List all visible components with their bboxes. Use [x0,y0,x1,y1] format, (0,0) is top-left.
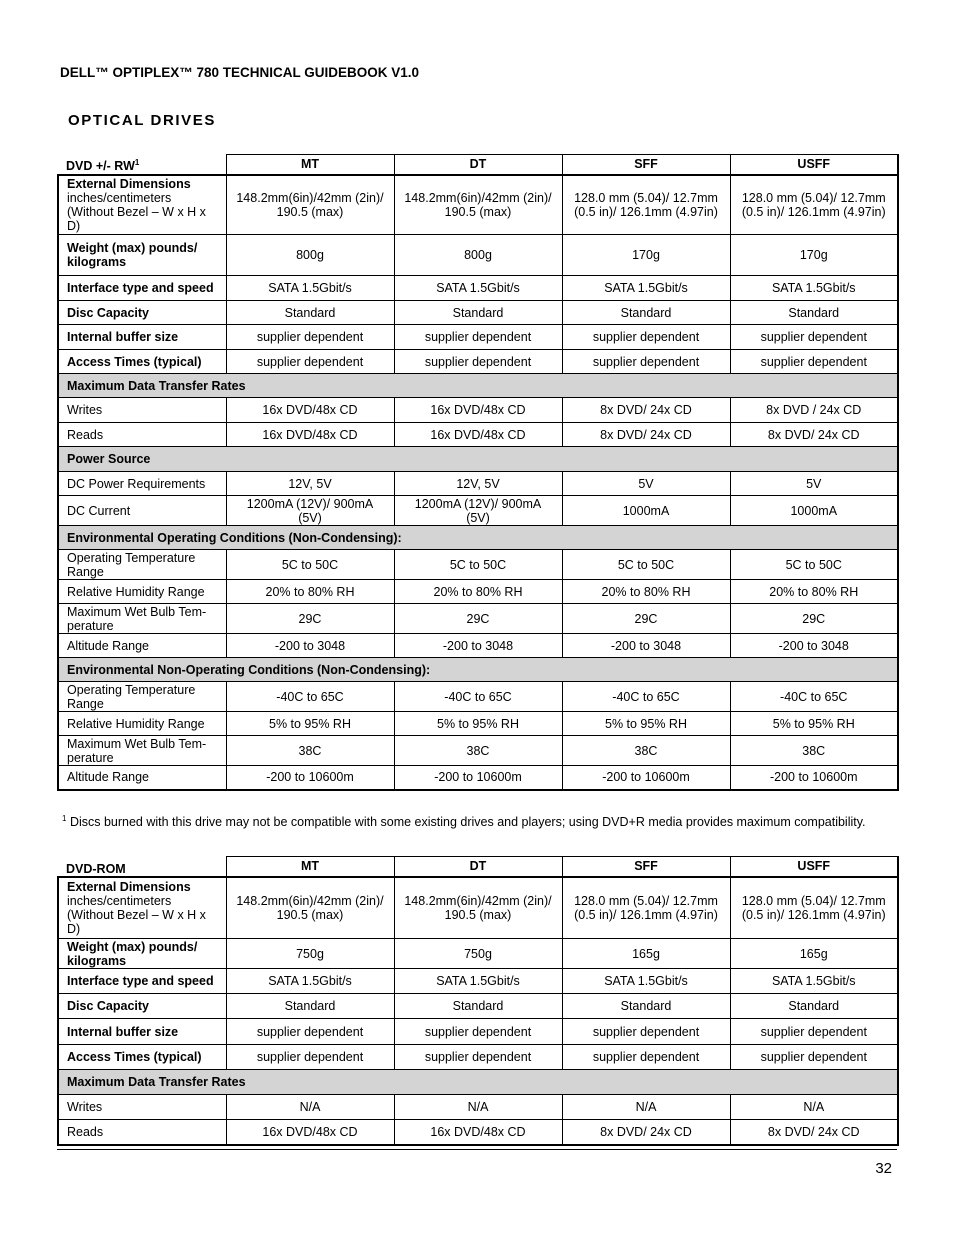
cell-dt: 1200mA (12V)/ 900mA (5V) [394,496,562,526]
section-heading: Power Source [58,447,898,472]
footer-divider [57,1149,897,1150]
cell-sff: 5C to 50C [562,550,730,580]
row-label-title: External Dimensions [67,879,191,894]
cell-usff: 128.0 mm (5.04)/ 12.7mm (0.5 in)/ 126.1mm (4.97in) [730,877,898,939]
cell-sff: 8x DVD/ 24x CD [562,1120,730,1145]
table-row [58,580,898,604]
row-label-sub: inches/centimeters (Without Bezel – W x H x D) [67,190,206,233]
cell-sff: 170g [562,235,730,276]
cell-mt: Standard [226,301,394,325]
row-label: Relative Humidity Range [58,712,226,736]
column-header-dt: DT [394,857,562,877]
cell-usff: 38C [730,736,898,766]
row-label: Disc Capacity [58,994,226,1019]
cell-sff: SATA 1.5Gbit/s [562,276,730,301]
cell-dt: -200 to 10600m [394,766,562,790]
cell-mt: 16x DVD/48x CD [226,398,394,423]
cell-usff: SATA 1.5Gbit/s [730,969,898,994]
cell-mt: supplier dependent [226,325,394,350]
row-label: Maximum Wet Bulb Tem-perature [58,736,226,766]
row-label: DC Power Requirements [58,472,226,496]
cell-sff: 5V [562,472,730,496]
cell-sff: 5% to 95% RH [562,712,730,736]
table-row [58,682,898,712]
section-title: OPTICAL DRIVES [68,112,216,129]
cell-mt: 38C [226,736,394,766]
table-row [58,325,898,350]
row-label: Weight (max) pounds/ kilograms [58,939,226,969]
footnote [62,814,866,829]
row-label: Internal buffer size [58,1019,226,1045]
row-label: Altitude Range [58,634,226,658]
cell-mt: -200 to 3048 [226,634,394,658]
cell-usff: 5C to 50C [730,550,898,580]
page-number: 32 [875,1160,892,1177]
cell-mt: SATA 1.5Gbit/s [226,276,394,301]
cell-usff: 170g [730,235,898,276]
cell-mt: 12V, 5V [226,472,394,496]
row-label: Weight (max) pounds/ kilograms [58,235,226,276]
row-label: DC Current [58,496,226,526]
section-heading: Maximum Data Transfer Rates [58,1070,898,1095]
cell-sff: supplier dependent [562,1019,730,1045]
cell-sff: supplier dependent [562,1045,730,1070]
cell-mt: 16x DVD/48x CD [226,423,394,447]
cell-sff: 38C [562,736,730,766]
cell-usff: SATA 1.5Gbit/s [730,276,898,301]
table-row [58,301,898,325]
cell-dt: supplier dependent [394,325,562,350]
table-row [58,736,898,766]
cell-usff: 128.0 mm (5.04)/ 12.7mm (0.5 in)/ 126.1mm (4.97in) [730,175,898,235]
row-label: Disc Capacity [58,301,226,325]
cell-dt: -40C to 65C [394,682,562,712]
footnote-mark: 1 [62,814,67,823]
document-header: DELL™ OPTIPLEX™ 780 TECHNICAL GUIDEBOOK V1.0 [60,65,420,80]
section-row [58,447,898,472]
table-title [58,857,226,877]
cell-dt: SATA 1.5Gbit/s [394,276,562,301]
cell-sff: 165g [562,939,730,969]
table-row [58,939,898,969]
cell-sff: supplier dependent [562,350,730,374]
cell-dt: supplier dependent [394,1045,562,1070]
footnote-text: Discs burned with this drive may not be compatible with some existing drives and players; using DVD+R media provides maximum compatibility. [69,815,866,830]
cell-mt: 29C [226,604,394,634]
cell-usff: 5V [730,472,898,496]
table-row [58,994,898,1019]
row-label: Operating Temperature Range [58,682,226,712]
cell-dt: 148.2mm(6in)/42mm (2in)/ 190.5 (max) [394,175,562,235]
table-row [58,550,898,580]
cell-mt: 5% to 95% RH [226,712,394,736]
cell-dt: 16x DVD/48x CD [394,423,562,447]
row-label: Internal buffer size [58,325,226,350]
column-header-mt: MT [226,857,394,877]
cell-sff: 8x DVD/ 24x CD [562,398,730,423]
section-row [58,526,898,550]
table-row [58,712,898,736]
cell-mt: Standard [226,994,394,1019]
cell-usff: -40C to 65C [730,682,898,712]
row-label: Maximum Wet Bulb Tem-perature [58,604,226,634]
table-row [58,1120,898,1145]
table-row [58,496,898,526]
cell-mt: 800g [226,235,394,276]
column-header-dt: DT [394,155,562,175]
cell-dt: SATA 1.5Gbit/s [394,969,562,994]
row-label-sub: inches/centimeters (Without Bezel – W x H x D) [67,893,206,936]
cell-sff: 128.0 mm (5.04)/ 12.7mm (0.5 in)/ 126.1mm (4.97in) [562,175,730,235]
cell-usff: 5% to 95% RH [730,712,898,736]
cell-usff: supplier dependent [730,1045,898,1070]
cell-mt: supplier dependent [226,350,394,374]
cell-usff: 20% to 80% RH [730,580,898,604]
table-title-text: DVD-ROM [66,861,126,876]
section-row [58,1070,898,1095]
cell-sff: supplier dependent [562,325,730,350]
table-row [58,398,898,423]
row-label: Access Times (typical) [58,1045,226,1070]
cell-dt: 800g [394,235,562,276]
cell-sff: 1000mA [562,496,730,526]
cell-dt: 750g [394,939,562,969]
cell-sff: N/A [562,1095,730,1120]
cell-mt: supplier dependent [226,1045,394,1070]
footnote-ref: 1 [134,158,140,168]
cell-mt: 148.2mm(6in)/42mm (2in)/ 190.5 (max) [226,175,394,235]
cell-sff: Standard [562,301,730,325]
column-header-usff: USFF [730,155,898,175]
cell-sff: 20% to 80% RH [562,580,730,604]
row-label: Interface type and speed [58,969,226,994]
row-label [58,877,226,939]
row-label: Relative Humidity Range [58,580,226,604]
table-row [58,472,898,496]
table-row [58,235,898,276]
row-label: Access Times (typical) [58,350,226,374]
cell-mt: 20% to 80% RH [226,580,394,604]
cell-dt: N/A [394,1095,562,1120]
cell-usff: 8x DVD/ 24x CD [730,1120,898,1145]
row-label: Operating Temperature Range [58,550,226,580]
cell-mt: SATA 1.5Gbit/s [226,969,394,994]
cell-usff: Standard [730,994,898,1019]
table-row [58,604,898,634]
cell-mt: -200 to 10600m [226,766,394,790]
cell-dt: supplier dependent [394,350,562,374]
cell-dt: Standard [394,994,562,1019]
cell-dt: 148.2mm(6in)/42mm (2in)/ 190.5 (max) [394,877,562,939]
cell-sff: Standard [562,994,730,1019]
table-title-text: DVD +/- RW [66,159,135,174]
cell-mt: 5C to 50C [226,550,394,580]
table-row [58,175,898,235]
cell-sff: SATA 1.5Gbit/s [562,969,730,994]
cell-dt: Standard [394,301,562,325]
table-row [58,634,898,658]
column-header-sff: SFF [562,857,730,877]
cell-usff: -200 to 3048 [730,634,898,658]
row-label: Reads [58,1120,226,1145]
cell-dt: 16x DVD/48x CD [394,398,562,423]
row-label [58,175,226,235]
cell-dt: 5C to 50C [394,550,562,580]
cell-mt: 1200mA (12V)/ 900mA (5V) [226,496,394,526]
cell-usff: 29C [730,604,898,634]
cell-dt: supplier dependent [394,1019,562,1045]
column-header-usff: USFF [730,857,898,877]
cell-usff: supplier dependent [730,1019,898,1045]
cell-dt: 12V, 5V [394,472,562,496]
table-row [58,423,898,447]
cell-mt: -40C to 65C [226,682,394,712]
cell-usff: supplier dependent [730,350,898,374]
table-row [58,969,898,994]
cell-dt: 20% to 80% RH [394,580,562,604]
row-label: Writes [58,398,226,423]
cell-dt: 16x DVD/48x CD [394,1120,562,1145]
cell-dt: 38C [394,736,562,766]
table-row [58,766,898,790]
cell-mt: 16x DVD/48x CD [226,1120,394,1145]
table-row [58,1045,898,1070]
cell-sff: 8x DVD/ 24x CD [562,423,730,447]
cell-mt: 750g [226,939,394,969]
dvd-rw-spec-table [57,154,899,791]
table-row [58,1095,898,1120]
row-label-title: External Dimensions [67,176,191,191]
section-heading: Maximum Data Transfer Rates [58,374,898,398]
cell-dt: -200 to 3048 [394,634,562,658]
cell-usff: Standard [730,301,898,325]
row-label: Reads [58,423,226,447]
table-title [58,155,226,175]
cell-mt: supplier dependent [226,1019,394,1045]
cell-sff: 128.0 mm (5.04)/ 12.7mm (0.5 in)/ 126.1mm (4.97in) [562,877,730,939]
cell-usff: 8x DVD/ 24x CD [730,423,898,447]
row-label: Writes [58,1095,226,1120]
table-row [58,276,898,301]
dvd-rom-spec-table [57,856,899,1146]
table-row [58,1019,898,1045]
section-heading: Environmental Operating Conditions (Non-Condensing): [58,526,898,550]
cell-sff: -200 to 3048 [562,634,730,658]
cell-usff: 8x DVD / 24x CD [730,398,898,423]
row-label: Altitude Range [58,766,226,790]
cell-dt: 5% to 95% RH [394,712,562,736]
cell-usff: N/A [730,1095,898,1120]
cell-mt: N/A [226,1095,394,1120]
section-row [58,658,898,682]
cell-usff: -200 to 10600m [730,766,898,790]
cell-usff: supplier dependent [730,325,898,350]
column-header-sff: SFF [562,155,730,175]
table-row [58,350,898,374]
cell-usff: 165g [730,939,898,969]
section-row [58,374,898,398]
table-row [58,877,898,939]
cell-sff: -40C to 65C [562,682,730,712]
cell-usff: 1000mA [730,496,898,526]
cell-mt: 148.2mm(6in)/42mm (2in)/ 190.5 (max) [226,877,394,939]
cell-sff: -200 to 10600m [562,766,730,790]
section-heading: Environmental Non-Operating Conditions (Non-Condensing): [58,658,898,682]
cell-dt: 29C [394,604,562,634]
row-label: Interface type and speed [58,276,226,301]
column-header-mt: MT [226,155,394,175]
cell-sff: 29C [562,604,730,634]
